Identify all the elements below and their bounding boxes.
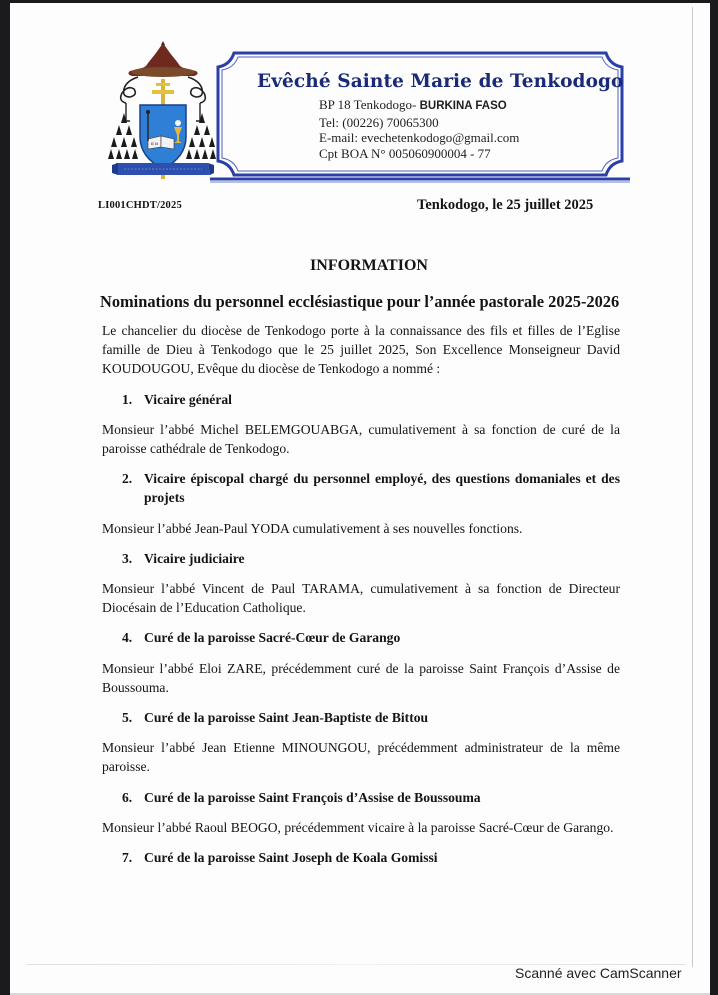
letterhead-contact (319, 97, 519, 161)
svg-text:α ω: α ω (151, 142, 159, 147)
nomination-heading: 5. Curé de la paroisse Saint Jean-Baptiste de Bittou (122, 710, 429, 726)
nomination-text: Monsieur l’abbé Eloi ZARE, précédemment curé de la paroisse Saint François d’Assise de Boussouma. (102, 660, 620, 695)
letterhead-email: E-mail: evechetenkodogo@gmail.com (319, 130, 520, 145)
nomination-text: Monsieur l’abbé Vincent de Paul TARAMA, cumulativement à sa fonction de Directeur Diocésain de l’Education Catholique. (102, 581, 620, 616)
letterhead-tel: Tel: (00226) 70065300 (319, 114, 439, 130)
nomination-heading: 1. Vicaire général (122, 391, 232, 407)
reference-number: LI001CHDT/2025 (98, 200, 182, 211)
scan-edge-divider (692, 7, 693, 967)
letterhead-account: Cpt BOA N° 005060900004 - 77 (319, 145, 491, 161)
scanned-page (10, 3, 710, 994)
nomination-text: Monsieur l’abbé Jean-Paul YODA cumulativement à ses nouvelles fonctions. (102, 520, 523, 536)
letterhead-banner (210, 51, 630, 183)
camscanner-watermark: Scanné avec CamScanner (515, 965, 682, 981)
letterhead-title: Evêché Sainte Marie de Tenkodogo (257, 71, 624, 92)
document-body (102, 321, 620, 867)
nomination-text: Monsieur l’abbé Jean Etienne MINOUNGOU, précédemment administrateur de la même paroisse. (102, 740, 620, 775)
nomination-heading: 2. Vicaire épiscopal chargé du personnel employé, des questions domaniales et des projets (122, 471, 620, 506)
nomination-text: Monsieur l’abbé Michel BELEMGOUABGA, cumulativement à sa fonction de curé de la paroisse cathédrale de Tenkodogo. (102, 421, 620, 457)
document-subtitle: Nominations du personnel ecclésiastique pour l’année pastorale 2025-2026 (100, 292, 620, 311)
coat-of-arms-icon (108, 41, 218, 183)
nomination-heading: 6. Curé de la paroisse Saint François d’Assise de Boussouma (122, 789, 481, 805)
letterhead-address: BP 18 Tenkodogo- BURKINA FASO (319, 97, 507, 112)
document-heading: INFORMATION (310, 257, 428, 274)
nomination-text: Monsieur l’abbé Raoul BEOGO, précédemment vicaire à la paroisse Sacré-Cœur de Garango. (102, 819, 614, 835)
intro-paragraph: Le chancelier du diocèse de Tenkodogo porte à la connaissance des fils et filles de l’Eglise famille de Dieu à Tenkodogo que le 25 juillet 2025, Son Excellence Monseigneur David KOUDOUGOU, Evêque du diocèse de Tenkodogo a nommé : (102, 323, 620, 377)
letterhead-country: BURKINA FASO (419, 100, 507, 112)
nomination-heading: 3. Vicaire judiciaire (122, 550, 245, 566)
nomination-heading: 4. Curé de la paroisse Sacré-Cœur de Garango (122, 630, 401, 646)
nomination-heading: 7. Curé de la paroisse Saint Joseph de Koala Gomissi (122, 850, 438, 866)
place-date: Tenkodogo, le 25 juillet 2025 (417, 197, 594, 213)
